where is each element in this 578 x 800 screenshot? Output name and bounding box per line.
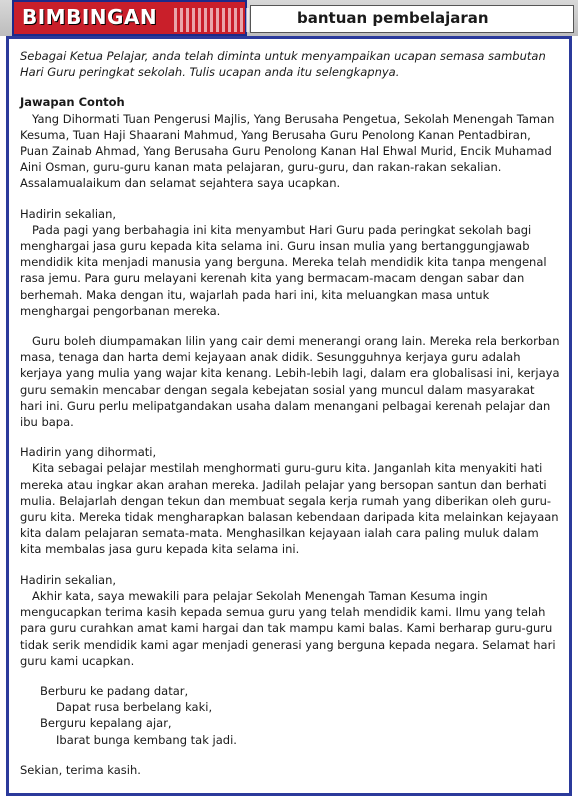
paragraph-2: Guru boleh diumpamakan lilin yang cair demi menerangi orang lain. Mereka rela berkorban masa, tenaga dan harta demi kejayaan anak didik. Sesungguhnya kerjaya guru adalah kerjaya yang mulia yang wajar kita kenang. Lebih-lebih lagi, dalam era globalisasi ini, kerjaya guru semakin mencabar dengan segala kebejatan sosial yang muncul dalam masyarakat hari ini. Guru perlu melipatgandakan usaha dalam menangani pelbagai kerenah pelajar dan ibu bapa.	[20, 334, 560, 430]
pantun-line: Berguru kepalang ajar,	[40, 716, 172, 731]
pantun	[40, 683, 560, 748]
question-intro: Sebagai Ketua Pelajar, anda telah diminta untuk menyampaikan ucapan semasa sambutan Hari Guru peringkat sekolah. Tulis ucapan anda itu selengkapnya.	[20, 49, 546, 80]
closing-line: Sekian, terima kasih.	[20, 762, 141, 777]
paragraph-4: Akhir kata, saya mewakili para pelajar Sekolah Menengah Taman Kesuma ingin mengucapkan terima kasih kepada semua guru yang telah mendidik kami. Ilmu yang telah para guru curahkan amat kami hargai dan tak mampu kami balas. Kami berharap guru-guru tidak serik mendidik kami agar menjadi generasi yang berguna kepada negara. Selamat hari guru kami ucapkan.	[20, 588, 556, 668]
banner-title-box	[12, 0, 247, 36]
banner-title: BIMBINGAN	[22, 5, 158, 29]
opening-paragraph: Yang Dihormati Tuan Pengerusi Majlis, Yang Berusaha Pengetua, Sekolah Menengah Taman Kesuma, Tuan Haji Shaarani Mahmud, Yang Berusaha Guru Penolong Kanan Pentadbiran, Puan Zainab Ahmad, Yang Berusaha Guru Penolong Kanan Hal Ehwal Murid, Encik Muhamad Aini Osman, guru-guru kanan mata pelajaran, guru-guru, dan rakan-rakan sekalian. Assalamualaikum dan selamat sejahtera saya ucapkan.	[20, 111, 555, 191]
banner-subtitle-box	[250, 5, 574, 33]
paragraph-1: Pada pagi yang berbahagia ini kita menyambut Hari Guru pada peringkat sekolah bagi menghargai jasa guru kepada kita selama ini. Guru insan mulia yang bertanggungjawab mendidik kita menjadi manusia yang berguna. Mereka telah mendidik kita tanpa mengenal rasa jemu. Para guru melayani kerenah kita yang bermacam-macam dengan sabar dan berhemah. Maka dengan itu, wajarlah pada hari ini, kita meluangkan masa untuk menghargai pengorbanan mereka.	[20, 222, 547, 318]
banner-subtitle: bantuan pembelajaran	[297, 9, 489, 27]
header-banner	[0, 0, 578, 36]
greeting-3: Hadirin sekalian,	[20, 572, 117, 587]
pantun-line: Ibarat bunga kembang tak jadi.	[56, 732, 237, 747]
answer-heading: Jawapan Contoh	[20, 95, 125, 110]
pantun-line: Berburu ke padang datar,	[40, 683, 189, 698]
content-body	[20, 48, 560, 778]
greeting-1: Hadirin sekalian,	[20, 206, 117, 221]
pantun-line: Dapat rusa berbelang kaki,	[56, 700, 213, 715]
greeting-2: Hadirin yang dihormati,	[20, 445, 157, 460]
paragraph-3: Kita sebagai pelajar mestilah menghormati guru-guru kita. Janganlah kita menyakiti hati mereka atau ingkar akan arahan mereka. Jadilah pelajar yang bersopan santun dan berhati mulia. Belajarlah dengan tekun dan membuat segala kerja rumah yang diberikan oleh guru-guru kita. Mereka tidak mengharapkan balasan kebendaan daripada kita melainkan kejayaan kita dalam pelajaran semata-mata. Menghasilkan kejayaan ialah cara paling muluk dalam kita membalas jasa guru kepada kita selama ini.	[20, 461, 559, 557]
